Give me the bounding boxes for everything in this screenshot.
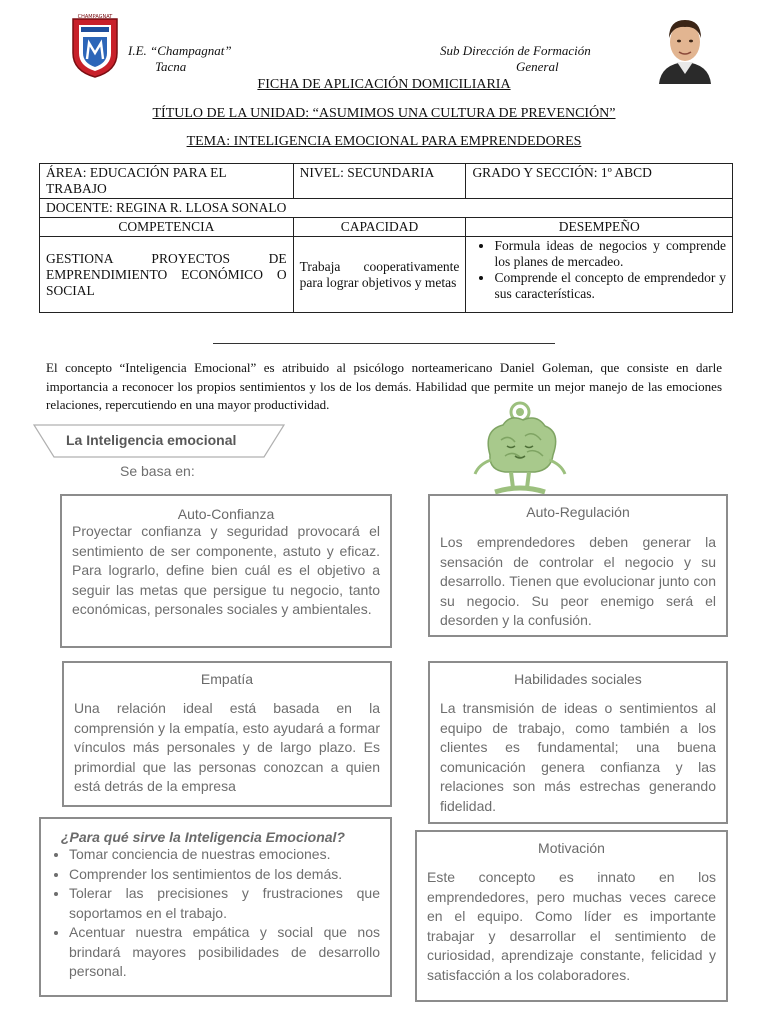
school-city: Tacna: [155, 59, 187, 74]
habilidades-sociales-title: Habilidades sociales: [514, 671, 642, 687]
competencia-header: COMPETENCIA: [40, 218, 294, 237]
school-name: I.E. “Champagnat”: [128, 43, 232, 58]
list-item: • Comprender los sentimientos de los demás.: [69, 865, 380, 885]
auto-regulacion-box: [428, 494, 728, 637]
capacidad-cell: Trabaja cooperativamente para lograr objetivos y metas: [293, 237, 466, 313]
list-item: • Tomar conciencia de nuestras emociones.: [69, 845, 380, 865]
separator-line: [213, 343, 555, 344]
nivel-cell: NIVEL: SECUNDARIA: [293, 164, 466, 199]
para-que-sirve-title: ¿Para qué sirve la Inteligencia Emocional?: [61, 829, 345, 845]
crest-text: CHAMPAGNAT: [77, 14, 113, 20]
section-banner-label: La Inteligencia emocional: [66, 432, 237, 448]
area-cell: ÁREA: EDUCACIÓN PARA EL TRABAJO: [40, 164, 294, 199]
grado-cell: GRADO Y SECCIÓN: 1º ABCD: [466, 164, 733, 199]
office-sub: General: [516, 59, 559, 74]
motivacion-title: Motivación: [538, 840, 605, 856]
auto-confianza-title: Auto-Confianza: [177, 506, 275, 522]
auto-confianza-text: Proyectar confianza y seguridad provocará el sentimiento de ser componente, astuto y eficaz. Para lograrlo, define bien cuál es el objetivo a seguir las metas que persigue tu negocio, tanto económicas, personales sociales y ambientales.: [72, 523, 380, 617]
desempeno-cell: [466, 237, 733, 313]
list-item: • Acentuar nuestra empática y social que nos brindará mayores posibilidades de desarrollo personal.: [69, 923, 380, 982]
empatia-text: Una relación ideal está basada en la comprensión y la empatía, esto ayudará a formar vínculos más personales y de largo plazo. Es primordial que las personas conozcan a quien está detrás de la empresa: [74, 700, 380, 794]
empatia-title: Empatía: [200, 671, 254, 687]
intro-paragraph: El concepto “Inteligencia Emocional” es atribuido al psicólogo norteamericano Daniel Goleman, que consiste en darle importancia a reconocer los propios sentimientos y los de los demás. Habilidad que permite un mejor manejo de las emociones relaciones, repercutiendo en una mayor productividad.: [46, 360, 722, 412]
auto-confianza-box: [60, 494, 392, 648]
motivacion-text: Este concepto es innato en los emprendedores, pero muchas veces carece en el equipo. Como líder es importante trabajar y desarrollar el sentimiento de curiosidad, aprendizaje constante, felicidad y satisfacción a los colaboradores.: [427, 869, 716, 983]
motivacion-box: [415, 830, 728, 1002]
desempeno-item: • Comprende el concepto de emprendedor y sus características.: [494, 270, 726, 302]
course-info-table: [39, 163, 733, 313]
para-que-sirve-list: [47, 845, 380, 982]
desempeno-header: DESEMPEÑO: [466, 218, 733, 237]
school-crest-logo: [70, 13, 120, 79]
office-name: Sub Dirección de Formación: [440, 43, 591, 58]
ficha-title: FICHA DE APLICACIÓN DOMICILIARIA: [257, 77, 511, 92]
auto-regulacion-text: Los emprendedores deben generar la sensación de controlar el negocio y su desarrollo. Tienen que evolucionar junto con su negocio. Su peor enemigo será el desorden y la confusión.: [440, 534, 716, 628]
empatia-box: [62, 661, 392, 807]
unit-title: TÍTULO DE LA UNIDAD: “ASUMIMOS UNA CULTURA DE PREVENCIÓN”: [152, 106, 616, 121]
competencia-cell: GESTIONA PROYECTOS DE EMPRENDIMIENTO ECONÓMICO O SOCIAL: [40, 237, 294, 313]
saint-portrait-image: [655, 12, 715, 84]
auto-regulacion-title: Auto-Regulación: [526, 504, 630, 520]
based-on-label: Se basa en:: [120, 463, 195, 479]
topic-title: TEMA: INTELIGENCIA EMOCIONAL PARA EMPRENDEDORES: [186, 134, 582, 149]
habilidades-sociales-box: [428, 661, 728, 824]
meditating-brain-illustration: [465, 400, 575, 500]
section-banner: [33, 424, 285, 458]
desempeno-item: • Formula ideas de negocios y comprende los planes de mercadeo.: [494, 238, 726, 270]
list-item: • Tolerar las precisiones y frustraciones que soportamos en el trabajo.: [69, 884, 380, 923]
para-que-sirve-box: [39, 817, 392, 997]
docente-cell: DOCENTE: REGINA R. LLOSA SONALO: [40, 199, 733, 218]
capacidad-header: CAPACIDAD: [293, 218, 466, 237]
habilidades-sociales-text: La transmisión de ideas o sentimientos al equipo de trabajo, como también a los clientes es fundamental; una buena comunicación genera confianza y las relaciones son más estrechas generando fidelidad.: [440, 700, 716, 814]
